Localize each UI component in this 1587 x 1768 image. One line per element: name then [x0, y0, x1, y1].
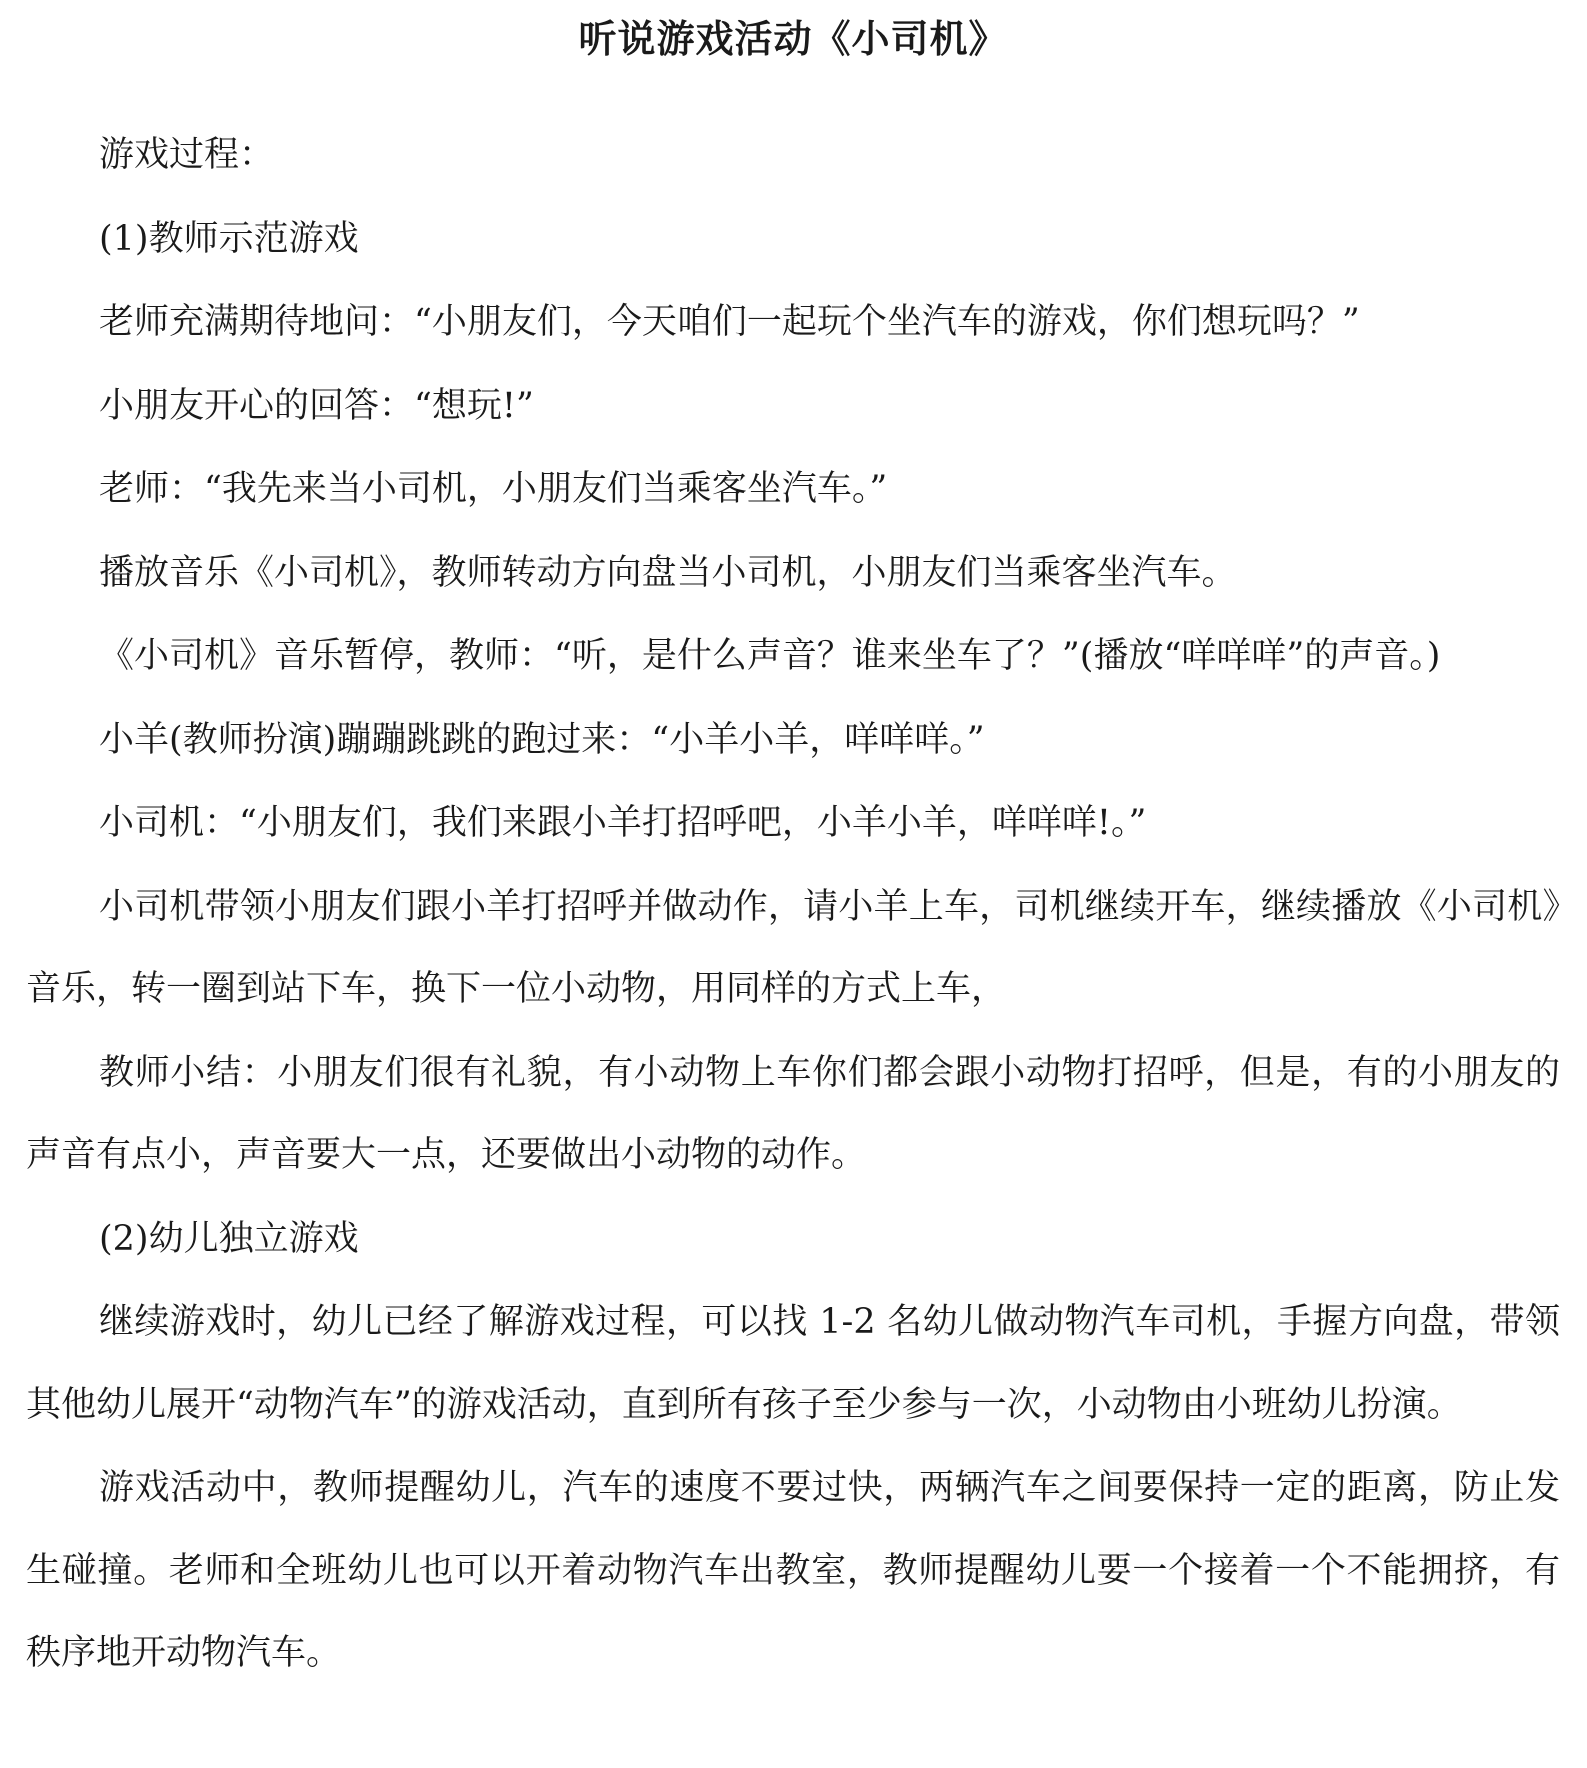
document-title: 听说游戏活动《小司机》 — [578, 17, 1008, 61]
paragraph-independent-play: 继续游戏时，幼儿已经了解游戏过程，可以找 1-2 名幼儿做动物汽车司机，手握方向盘，带领其他幼儿展开“动物汽车”的游戏活动，直到所有孩子至少参与一次，小动物由小班幼儿扮演。 — [26, 1302, 1560, 1425]
paragraph-lamb-arrives: 小羊(教师扮演)蹦蹦跳跳的跑过来：“小羊小羊，咩咩咩。” — [99, 719, 985, 760]
paragraph-teacher-driver: 老师：“我先来当小司机，小朋友们当乘客坐汽车。” — [99, 469, 888, 509]
paragraph-safety-reminder: 游戏活动中，教师提醒幼儿，汽车的速度不要过快，两辆汽车之间要保持一定的距离，防止发生碰撞。老师和全班幼儿也可以开着动物汽车出教室，教师提醒幼儿要一个接着一个不能拥挤，有秩序地开动物汽车。 — [26, 1468, 1560, 1673]
paragraph-continue-driving: 小司机带领小朋友们跟小羊打招呼并做动作，请小羊上车，司机继续开车，继续播放《小司机》音乐，转一圈到站下车，换下一位小动物，用同样的方式上车， — [26, 886, 1560, 1009]
paragraph-section-1-heading: (1)教师示范游戏 — [99, 218, 359, 259]
paragraph-play-music: 播放音乐《小司机》，教师转动方向盘当小司机，小朋友们当乘客坐汽车。 — [99, 552, 1237, 593]
paragraph-teacher-question: 老师充满期待地问：“小朋友们，今天咱们一起玩个坐汽车的游戏，你们想玩吗？” — [99, 302, 1360, 342]
paragraph-process-heading: 游戏过程： — [99, 135, 275, 175]
paragraph-music-pause: 《小司机》音乐暂停，教师：“听，是什么声音？谁来坐车了？”(播放“咩咩咩”的声音。) — [99, 636, 1441, 676]
document-body — [26, 114, 1560, 1695]
paragraph-teacher-summary: 教师小结：小朋友们很有礼貌，有小动物上车你们都会跟小动物打招呼，但是，有的小朋友的声音有点小，声音要大一点，还要做出小动物的动作。 — [26, 1052, 1560, 1175]
paragraph-driver-greeting: 小司机：“小朋友们，我们来跟小羊打招呼吧，小羊小羊，咩咩咩!。” — [99, 803, 1147, 843]
paragraph-section-2-heading: (2)幼儿独立游戏 — [99, 1218, 359, 1259]
paragraph-children-answer: 小朋友开心的回答：“想玩!” — [99, 385, 534, 426]
